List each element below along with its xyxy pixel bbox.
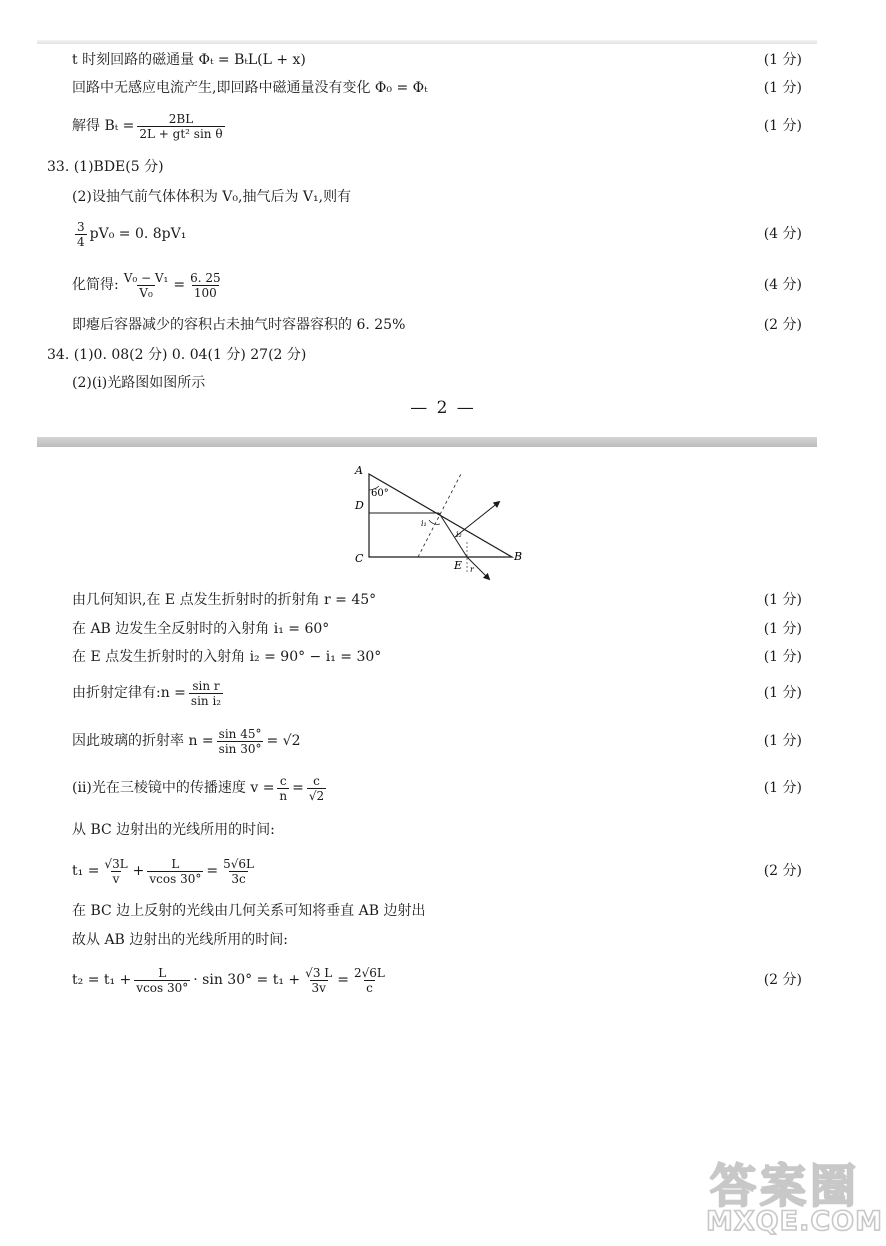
score-points: (1 分) (763, 733, 802, 749)
equation-prefix: 解得 Bₜ = (72, 118, 135, 134)
answer-line (0, 896, 886, 926)
equation-operator: = (292, 780, 304, 796)
answer-line (0, 642, 886, 672)
fraction-denominator: 2L + gt² sin θ (139, 126, 223, 141)
line-content: t 时刻回路的磁通量 Φₜ = BₜL(L + x) (72, 52, 306, 68)
fraction (352, 966, 387, 995)
fraction-numerator: 2√6L (353, 965, 385, 980)
answer-line (0, 310, 886, 340)
score-points: (1 分) (763, 780, 802, 796)
line-content: 33. (1)BDE(5 分) (47, 159, 164, 175)
line-content (72, 270, 226, 300)
equation-prefix: 因此玻璃的折射率 n = (72, 733, 214, 749)
equation-operator: = (173, 277, 186, 293)
line-content: 故从 AB 边射出的光线所用的时间: (72, 932, 289, 948)
answer-line (0, 815, 886, 845)
fraction-numerator: 2BL (168, 111, 194, 126)
fraction-numerator: V₀ − V₁ (123, 270, 169, 285)
fraction-denominator: 4 (77, 234, 85, 249)
fraction-denominator: vcos 30° (149, 871, 202, 886)
equation-operator: = (337, 972, 349, 988)
score-points: (1 分) (763, 592, 802, 608)
label-A: A (355, 464, 363, 477)
fraction-denominator: 100 (193, 285, 217, 300)
line-content (72, 773, 329, 803)
fraction-numerator: L (171, 856, 180, 871)
equation-prefix: t₁ = (72, 863, 100, 879)
fraction-denominator: vcos 30° (136, 980, 189, 995)
fraction (147, 857, 203, 886)
page-number: — 2 — (410, 398, 476, 418)
score-points: (2 分) (763, 863, 802, 879)
answer-line (0, 111, 886, 141)
line-content (72, 678, 226, 708)
answer-line (0, 678, 886, 708)
equation-operator: = (206, 863, 219, 879)
line-content (72, 965, 390, 995)
fraction (221, 857, 256, 886)
answer-line (0, 45, 886, 75)
score-points: (2 分) (763, 972, 802, 988)
line-content (72, 856, 259, 886)
label-r: r (470, 565, 474, 574)
line-content (72, 726, 300, 756)
line-content (72, 111, 228, 141)
answer-line (0, 773, 886, 803)
fraction-denominator: 3v (311, 980, 326, 995)
line-content: 回路中无感应电流产生,即回路中磁通量没有变化 Φ₀ = Φₜ (72, 80, 428, 96)
fraction-denominator: V₀ (139, 285, 153, 300)
answer-line (0, 614, 886, 644)
fraction (134, 966, 190, 995)
watermark-top-text: 答案圈 (710, 1159, 860, 1213)
answer-line (0, 368, 886, 398)
line-content: 由几何知识,在 E 点发生折射时的折射角 r = 45° (72, 592, 377, 608)
label-i1: i₁ (421, 519, 427, 528)
fraction-denominator: sin 30° (218, 741, 262, 756)
answer-line (0, 270, 886, 300)
line-content: 从 BC 边射出的光线所用的时间: (72, 822, 275, 838)
label-angle-60: 60° (371, 488, 389, 499)
fraction (188, 271, 223, 300)
fraction-numerator: L (158, 965, 167, 980)
answer-line (0, 925, 886, 955)
line-content: 即瘪后容器减少的容积占未抽气时容器容积的 6. 25% (72, 317, 406, 333)
answer-line (0, 585, 886, 615)
fraction-denominator: 3c (231, 871, 246, 886)
fraction (189, 679, 223, 708)
line-content: (2)(ⅰ)光路图如图所示 (72, 375, 206, 391)
line-content (72, 219, 186, 249)
label-C: C (355, 552, 364, 565)
score-points: (1 分) (763, 649, 802, 665)
fraction (217, 727, 264, 756)
equation-prefix: 化简得: (72, 277, 119, 293)
reflected-ray (439, 513, 467, 557)
equation-prefix: (ⅱ)光在三棱镜中的传播速度 v = (72, 780, 275, 796)
score-points: (1 分) (763, 118, 802, 134)
answer-line (0, 73, 886, 103)
fraction-denominator: v (112, 871, 120, 886)
page-divider-band (37, 437, 817, 447)
answer-line (0, 340, 886, 370)
fraction-denominator: c (366, 980, 373, 995)
angle-i1-arc (429, 520, 440, 524)
fraction-numerator: c (279, 773, 287, 788)
score-points: (4 分) (763, 226, 802, 242)
fraction (137, 112, 224, 141)
fraction-numerator: √3 L (305, 965, 333, 980)
page-top-band (37, 40, 817, 44)
equation-prefix: t₂ = t₁ + (72, 972, 132, 988)
line-content: 34. (1)0. 08(2 分) 0. 04(1 分) 27(2 分) (47, 347, 307, 363)
equation-prefix: 由折射定律有:n = (72, 685, 186, 701)
equation-suffix: = √2 (266, 733, 301, 749)
line-content: 在 AB 边发生全反射时的入射角 i₁ = 60° (72, 621, 330, 637)
answer-line (0, 219, 886, 249)
fraction-numerator: 6. 25 (190, 270, 221, 285)
equation-suffix: pV₀ = 0. 8pV₁ (89, 226, 187, 242)
fraction (307, 774, 326, 803)
fraction (277, 774, 289, 803)
answer-line (0, 856, 886, 886)
fraction-denominator: √2 (308, 788, 325, 803)
prism-light-path-diagram (352, 462, 524, 582)
fraction-numerator: c (313, 773, 320, 788)
watermark-logo (700, 1148, 886, 1246)
fraction-denominator: n (279, 788, 288, 803)
fraction-numerator: √3L (104, 856, 128, 871)
label-E: E (454, 559, 463, 572)
score-points: (1 分) (763, 80, 802, 96)
equation-operator: + (132, 863, 145, 879)
fraction-numerator: 5√6L (223, 856, 254, 871)
answer-line (0, 152, 886, 182)
answer-line (0, 965, 886, 995)
score-points: (1 分) (763, 685, 802, 701)
fraction (102, 857, 129, 886)
line-content: (2)设抽气前气体体积为 V₀,抽气后为 V₁,则有 (72, 189, 352, 205)
answer-line (0, 182, 886, 212)
label-B: B (514, 550, 523, 563)
fraction-numerator: sin r (192, 678, 220, 693)
fraction (303, 966, 334, 995)
equation-operator: · sin 30° = t₁ + (193, 972, 301, 988)
line-content: 在 E 点发生折射时的入射角 i₂ = 90° − i₁ = 30° (72, 649, 382, 665)
watermark-bottom-text: MXQE.COM (706, 1206, 883, 1237)
score-points: (1 分) (763, 52, 802, 68)
fraction (122, 271, 171, 300)
fraction-numerator: 3 (77, 219, 85, 234)
label-D: D (355, 499, 364, 512)
score-points: (2 分) (763, 317, 802, 333)
fraction-denominator: sin i₂ (190, 693, 222, 708)
answer-line (0, 726, 886, 756)
line-content: 在 BC 边上反射的光线由几何关系可知将垂直 AB 边射出 (72, 903, 426, 919)
score-points: (4 分) (763, 277, 802, 293)
fraction (75, 220, 87, 249)
score-points: (1 分) (763, 621, 802, 637)
label-i2: i₂ (456, 530, 462, 539)
fraction-numerator: sin 45° (218, 726, 262, 741)
